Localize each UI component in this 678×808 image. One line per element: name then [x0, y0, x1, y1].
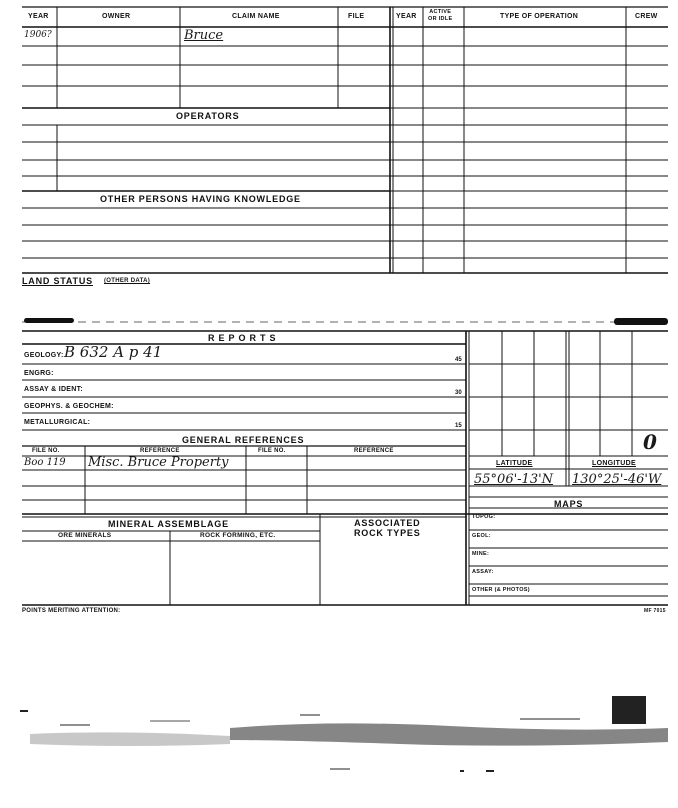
header-type-of-operation: TYPE OF OPERATION [500, 13, 579, 20]
latitude-label: LATITUDE [496, 460, 533, 467]
scan-smudge-left [24, 318, 74, 323]
operators-title: OPERATORS [176, 111, 240, 121]
report-assay-label: ASSAY & IDENT: [24, 386, 84, 393]
report-geophys-label: GEOPHYS. & GEOCHEM: [24, 403, 114, 410]
report-geology-value: B 632 A p 41 [64, 343, 163, 361]
header-file: FILE [348, 13, 365, 20]
header-year-2: YEAR [396, 13, 417, 20]
map-topog-label: TOPOG: [472, 514, 496, 520]
map-mine-label: MINE: [472, 551, 490, 557]
mineral-assemblage-title: MINERAL ASSEMBLAGE [108, 519, 229, 529]
row1-year: 1906? [24, 30, 52, 40]
ref-header-reference-2: REFERENCE [354, 448, 394, 454]
scale-mark-30: 30 [455, 390, 462, 396]
scan-noise [0, 690, 678, 800]
scale-mark-15: 15 [455, 423, 462, 429]
form-number: MF 7015 [644, 608, 666, 614]
report-engrg-label: ENGRG: [24, 370, 54, 377]
ref-row1-file-no: Boo 119 [24, 457, 66, 468]
rock-forming-label: ROCK FORMING, ETC. [200, 532, 276, 539]
map-other-label: OTHER (& PHOTOS) [472, 587, 530, 593]
reports-title: REPORTS [208, 333, 280, 343]
map-geol-label: GEOL: [472, 533, 491, 539]
land-status-sub: (OTHER DATA) [104, 278, 151, 284]
points-meriting-attention-label: POINTS MERITING ATTENTION: [22, 608, 121, 614]
header-year: YEAR [28, 13, 49, 20]
scan-smudge-right [614, 318, 668, 325]
longitude-label: LONGITUDE [592, 460, 636, 467]
land-status-label: LAND STATUS [22, 276, 93, 286]
row1-claim-name: Bruce [184, 28, 224, 43]
ref-row1-reference: Misc. Bruce Property [88, 455, 229, 470]
grid-value: 0 [643, 430, 657, 454]
other-persons-title: OTHER PERSONS HAVING KNOWLEDGE [100, 194, 301, 204]
ref-header-file-no: FILE NO. [32, 448, 60, 454]
ore-minerals-label: ORE MINERALS [58, 532, 112, 539]
latitude-value: 55°06'-13'N [474, 472, 554, 487]
report-geology-label: GEOLOGY: [24, 352, 64, 359]
header-active-or-idle: ACTIVE OR IDLE [428, 9, 453, 22]
header-crew: CREW [635, 13, 658, 20]
general-references-title: GENERAL REFERENCES [182, 435, 305, 445]
report-metallurgical-label: METALLURGICAL: [24, 419, 91, 426]
longitude-value: 130°25'-46'W [572, 472, 662, 487]
scale-mark-45: 45 [455, 357, 462, 363]
map-assay-label: ASSAY: [472, 569, 494, 575]
header-owner: OWNER [102, 13, 131, 20]
maps-title: MAPS [554, 499, 584, 509]
header-claim-name: CLAIM NAME [232, 13, 280, 20]
ref-header-file-no-2: FILE NO. [258, 448, 286, 454]
associated-rock-types-label: ASSOCIATED ROCK TYPES [354, 518, 421, 538]
ref-header-reference: REFERENCE [140, 448, 180, 454]
